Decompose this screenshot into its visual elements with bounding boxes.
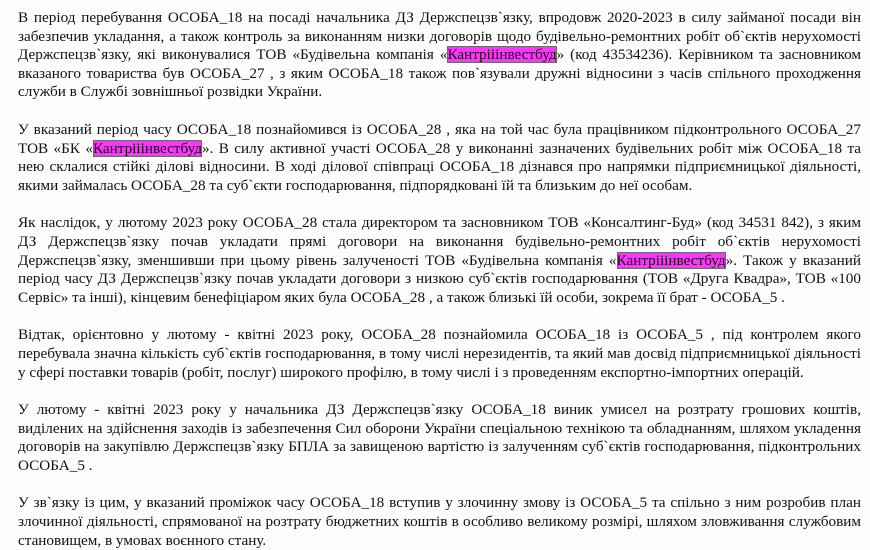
- highlighted-company-name: Кантрііінвестбуд: [447, 46, 557, 64]
- paragraph-text: Як наслідок, у лютому 2023 року ОСОБА_28 стала директором та засновником ТОВ «Консалтинг-Буд» (код 34531 842), з яким ДЗ Держспецзв`язку почав укладати прямі договори на виконання будівельно-ремонтних робіт об`єктів нерухомості Держспецзв`язку, зменшивши при цьому рівень залученості ТОВ «Будівельна компанія «: [18, 214, 861, 269]
- paragraph-text: У зв`язку із цим, у вказаний проміжок часу ОСОБА_18 вступив у злочинну змову із ОСОБА_5 та спільно з ним розробив план злочинної діяльності, спрямованої на розтрату бюджетних коштів в особливо великому розмірі, шляхом зловживання службовим становищем, в умовах воєнного стану.: [18, 494, 861, 549]
- paragraph-6: [18, 494, 861, 550]
- paragraph-2: [18, 121, 861, 195]
- paragraph-4: [18, 326, 861, 382]
- paragraph-5: [18, 401, 861, 475]
- paragraph-1: [18, 9, 861, 102]
- paragraph-text: ». В силу активної участі ОСОБА_28 у виконанні зазначених будівельних робіт між ОСОБА_18 та нею склалися стійкі ділові відносини. В ході ділової співпраці ОСОБА_18 дізнався про напрямки підприємницької діяльності, якими займалась ОСОБА_28 та суб`єкти господарювання, підпорядковані їй та близьким до неї особам.: [18, 139, 862, 194]
- paragraph-text: В період перебування ОСОБА_18 на посаді начальника ДЗ Держспецзв`язку, впродовж 2020-2023 в силу займаної посади він забезпечив укладання, а також контроль за виконанням низки договорів щодо будівельно-ремонтних робіт об`єктів нерухомості Держспецзв`язку, які виконувалися ТОВ «Будівельна компанія «: [18, 9, 861, 64]
- paragraph-text: У вказаний період часу ОСОБА_18 познайомився із ОСОБА_28 , яка на той час була працівником підконтрольного ОСОБА_27 ТОВ «БК «: [18, 120, 861, 157]
- paragraph-text: Відтак, орієнтовно у лютому - квітні 2023 року, ОСОБА_28 познайомила ОСОБА_18 із ОСОБА_5 , під контролем якого перебувала значна кількість суб`єктів господарювання, в тому числі нерезидентів, та який мав досвід підприємницької діяльності у сфері поставки товарів (робіт, послуг) широкого профілю, в тому числі і з проведенням експортно-імпортних операцій.: [18, 326, 861, 381]
- paragraph-text: » (код 43534236). Керівником та засновником вказаного товариства був ОСОБА_27 , з яким ОСОБА_18 також пов`язували дружні відносини з часів спільного проходження служби в Службі зовнішньої розвідки України.: [18, 46, 861, 101]
- paragraph-3: [18, 214, 861, 307]
- paragraph-text: У лютому - квітні 2023 року у начальника ДЗ Держспецзв`язку ОСОБА_18 виник умисел на розтрату грошових коштів, виділених на здійснення заходів із забезпечення Сил оборони України спеціальною технікою та обладнанням, шляхом укладення договорів на закупівлю Держспецзв`язку БПЛА за завищеною вартістю із залученням суб`єктів господарювання, підконтрольних ОСОБА_5 .: [18, 401, 861, 474]
- paragraph-text: ». Також у вказаний період часу ДЗ Держспецзв`язку почав укладати договори з низкою суб`єктів господарювання (ТОВ «Друга Квадра», ТОВ «100 Сервіс» та інші), кінцевим бенефіціаром яких була ОСОБА_28 , а також близькі їй особи, зокрема її брат - ОСОБА_5 .: [18, 251, 861, 306]
- highlighted-company-name: Кантрііінвестбуд: [92, 139, 203, 157]
- highlighted-company-name: Кантрііінвестбуд: [616, 251, 726, 269]
